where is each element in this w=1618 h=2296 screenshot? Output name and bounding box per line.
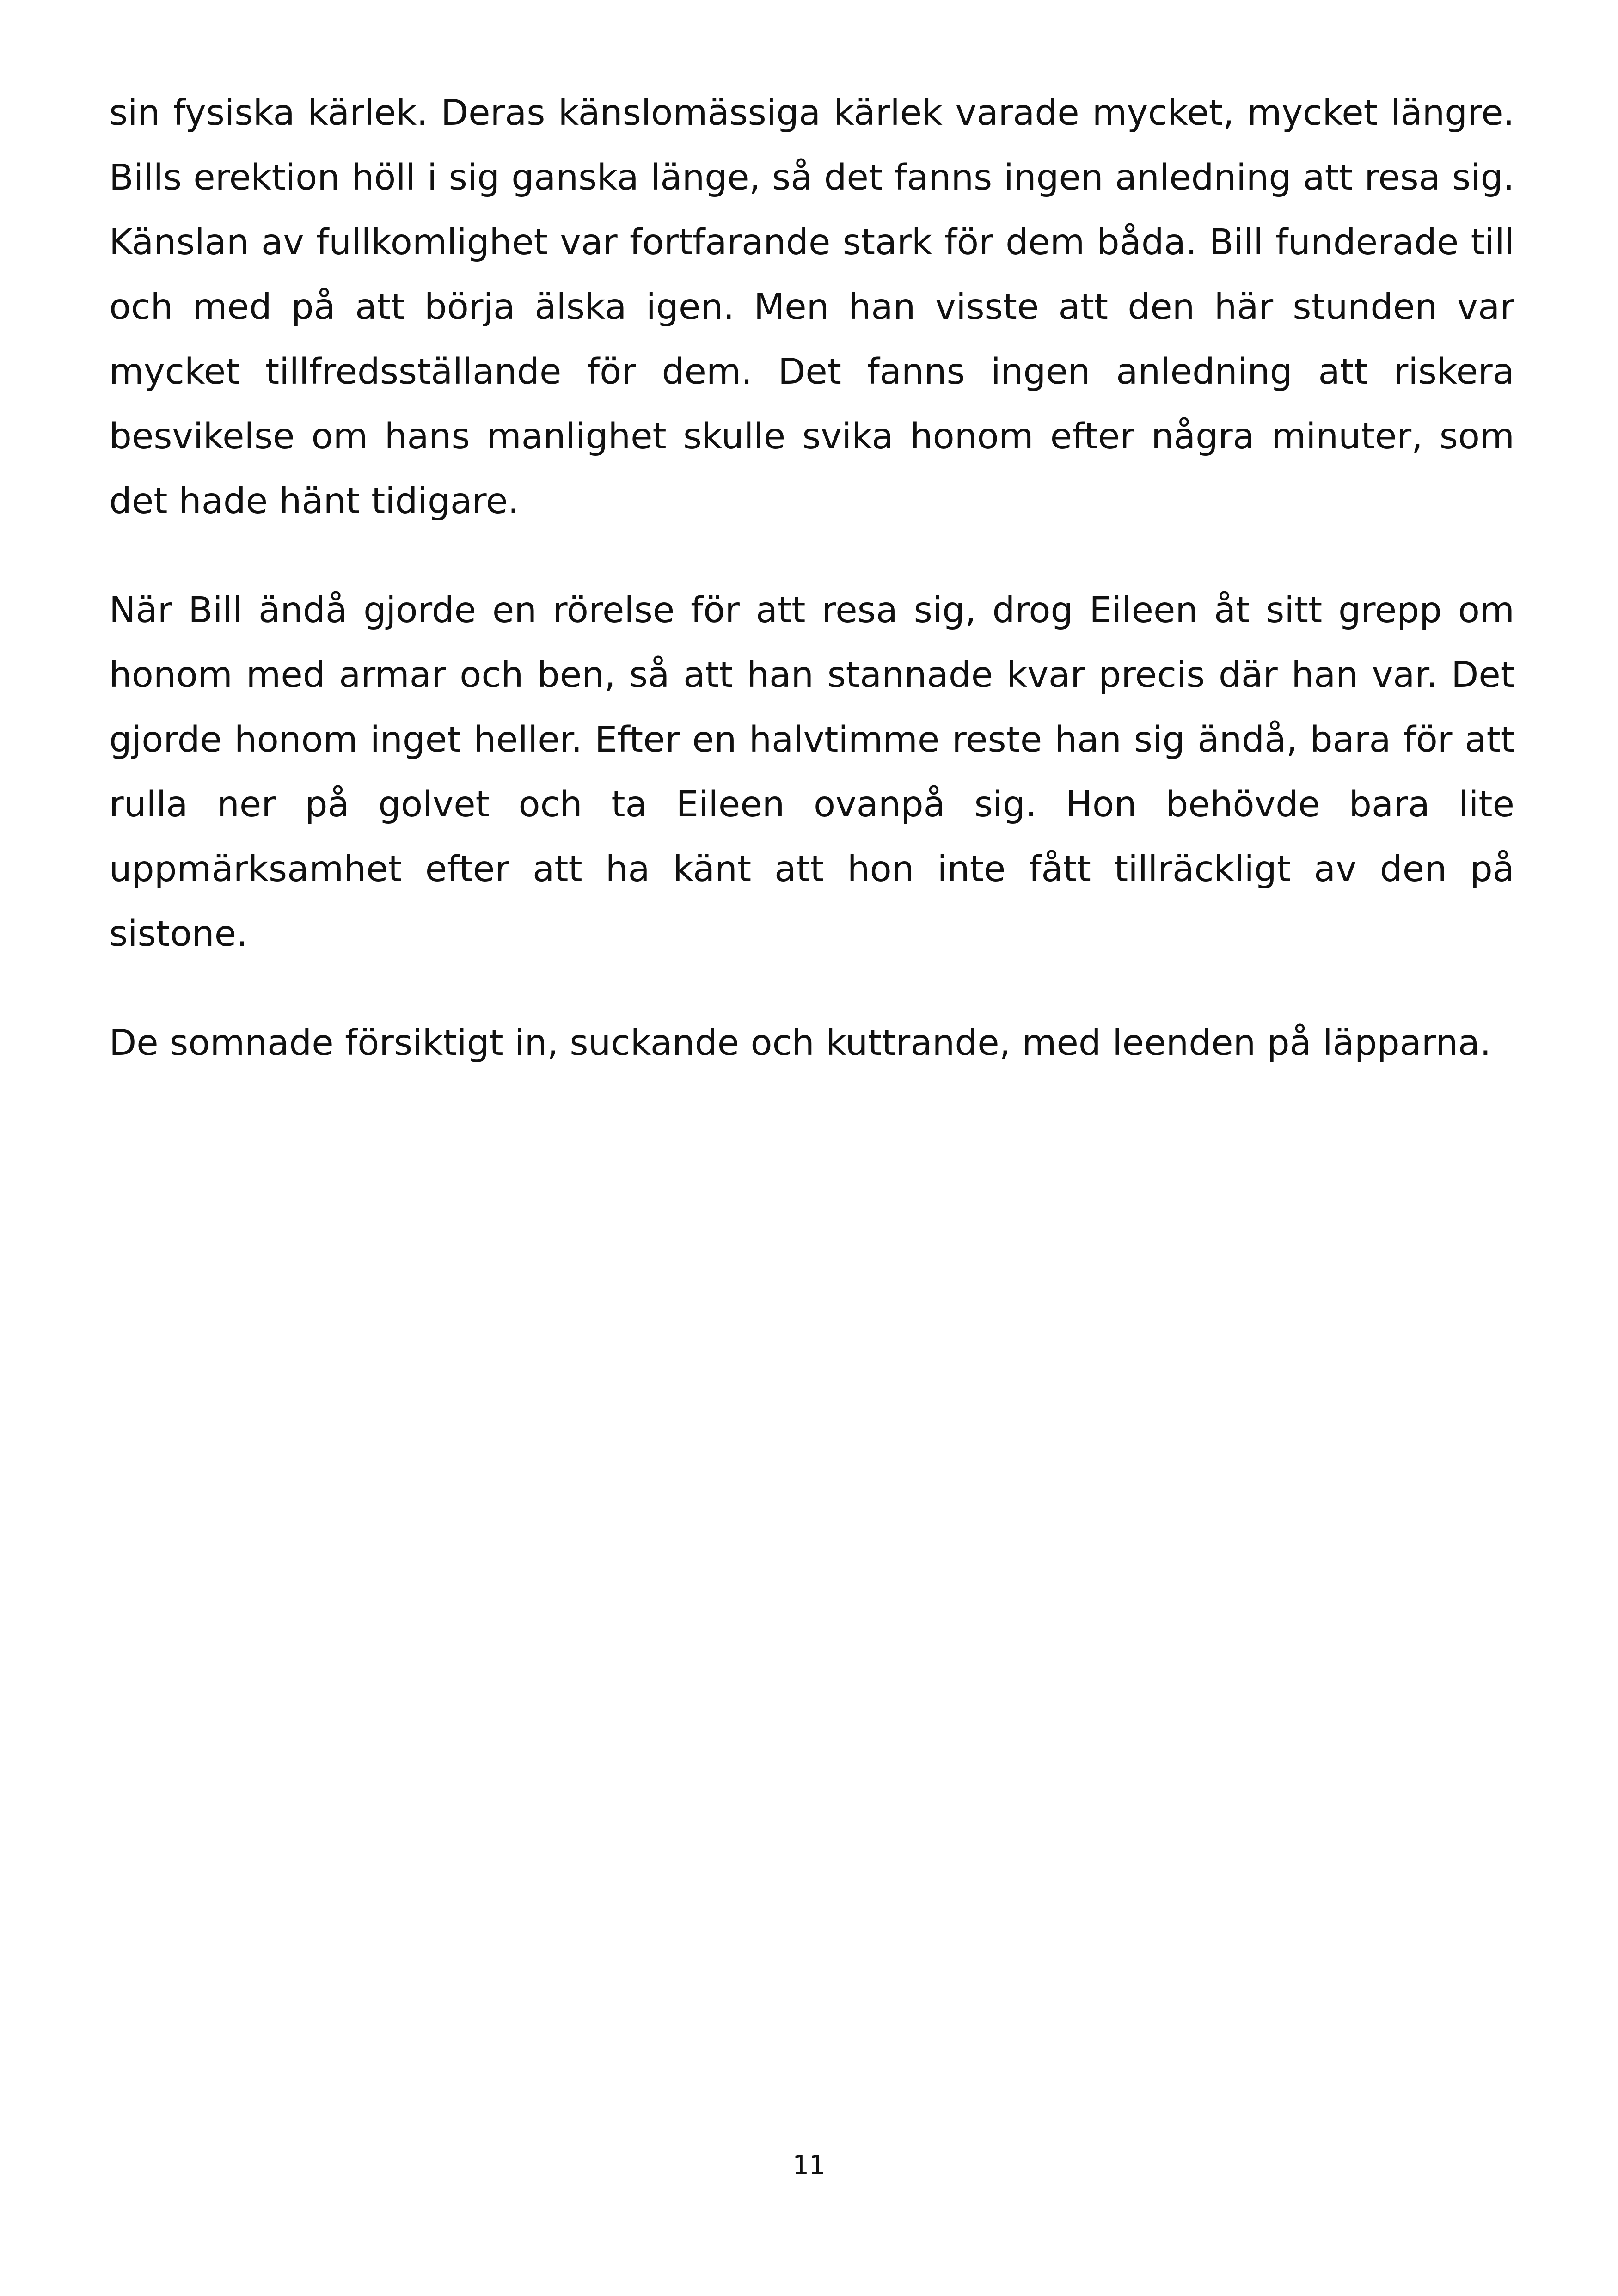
paragraph-1: sin fysiska kärlek. Deras känslomässiga kärlek varade mycket, mycket längre. Bills erektion höll i sig ganska länge, så det fanns ingen anledning att resa sig. Känslan av fullkomlighet var fortfarande stark för dem båda. Bill funderade till och med på att börja älska igen. Men han visste att den här stunden var mycket tillfredsställande för dem. Det fanns ingen anledning att riskera besvikelse om hans manlighet skulle svika honom efter några minuter, som det hade hänt tidigare. <box>109 92 1514 522</box>
body-text <box>109 81 1514 1120</box>
paragraph-2: När Bill ändå gjorde en rörelse för att resa sig, drog Eileen åt sitt grepp om honom med armar och ben, så att han stannade kvar precis där han var. Det gjorde honom inget heller. Efter en halvtimme reste han sig ändå, bara för att rulla ner på golvet och ta Eileen ovanpå sig. Hon behövde bara lite uppmärksamhet efter att ha känt att hon inte fått tillräckligt av den på sistone. <box>109 590 1514 955</box>
paragraph-3: De somnade försiktigt in, suckande och kuttrande, med leenden på läpparna. <box>109 1022 1491 1064</box>
page-number: 11 <box>792 2150 826 2180</box>
